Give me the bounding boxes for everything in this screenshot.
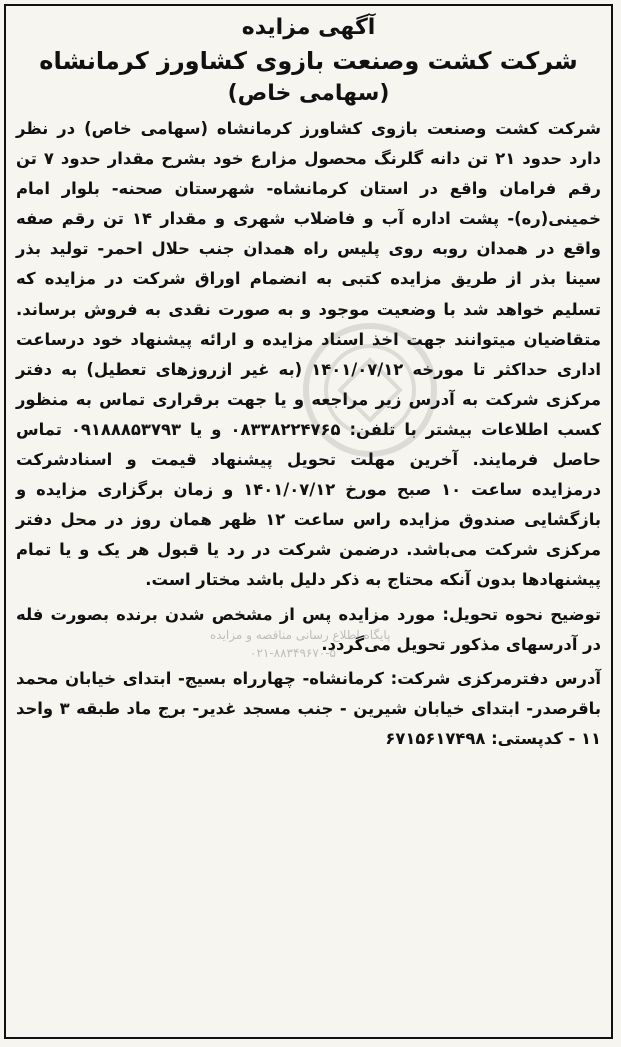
company-name: شرکت کشت وصنعت بازوی کشاورز کرمانشاه bbox=[39, 47, 578, 75]
office-address: آدرس دفترمرکزی شرکت: کرمانشاه- چهارراه بسیج- ابتدای خیابان محمد باقرصدر- ابتدای خیابان شیرین - جنب مسجد غدیر- برج ماد طبقه ۳ واحد ۱۱ - کدپستی: ۶۷۱۵۶۱۷۴۹۸ bbox=[16, 668, 601, 748]
notice-body: شرکت کشت وصنعت بازوی کشاورز کرمانشاه (سهامی خاص) در نظر دارد حدود ۲۱ تن دانه گلرنگ محصول مزارع خود بشرح مقدار حدود ۷ تن رقم فرامان واقع در استان کرمانشاه- شهرستان صحنه- بلوار امام خمینی(ره)- پشت اداره آب و فاضلاب شهری و مقدار ۱۴ تن رقم صفه واقع در همدان روبه روی پلیس راه همدان جنب حلال احمر- تولید بذر سینا بذر از طریق مزایده کتبی به انضمام اوراق شرکت در مزایده که تسلیم خواهد شد با وضعیت موجود و به صورت نقدی به فروش برساند. متقاضیان میتوانند جهت اخذ اسناد مزایده و ارائه پیشنهاد خود درساعت اداری حداکثر تا مورخه ۱۴۰۱/۰۷/۱۲ (به غیر ازروزهای تعطیل) به دفتر مرکزی شرکت به آدرس زیر مراجعه و یا جهت برقراری تماس به منظور کسب اطلاعات بیشتر با تلفن: ۰۸۳۳۸۲۲۴۷۶۵ و یا ۰۹۱۸۸۸۵۳۷۹۳ تماس حاصل فرمایند. آخرین مهلت تحویل پیشنهاد قیمت و اسنادشرکت درمزایده ساعت ۱۰ صبح مورخ ۱۴۰۱/۰۷/۱۲ و زمان برگزاری مزایده و بازگشایی صندوق مزایده راس ساعت ۱۲ ظهر همان روز در محل دفتر مرکزی شرکت می‌باشد. درضمن شرکت در رد یا قبول هر یک و یا تمام پیشنهادها بدون آنکه محتاج به ذکر دلیل باشد مختار است. bbox=[16, 119, 602, 590]
watermark-phone-text: ۰۲۱-۸۸۳۴۹۶۷۰-۵ bbox=[250, 646, 337, 660]
delivery-note: توضیح نحوه تحویل: مورد مزایده پس از مشخص شدن برنده بصورت فله در آدرسهای مذکور تحویل می‌گردد. bbox=[16, 604, 601, 654]
watermark-site-text: پایگاه اطلاع رسانی مناقصه و مزایده bbox=[210, 628, 391, 642]
notice-title: آگهی مزایده bbox=[241, 15, 376, 40]
company-type: (سهامی خاص) bbox=[227, 81, 390, 106]
notice-frame bbox=[4, 4, 613, 1039]
